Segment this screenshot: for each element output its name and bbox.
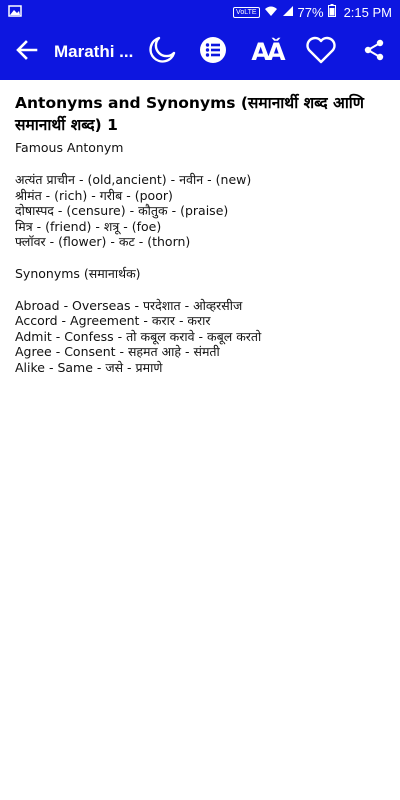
antonyms-title: Famous Antonym: [15, 140, 124, 155]
list-button[interactable]: [186, 24, 240, 80]
app-toolbar: [0, 24, 400, 80]
list-item: Alike - Same - जसे - प्रमाणे: [15, 359, 163, 375]
list-item: अत्यंत प्राचीन - (old,ancient) - नवीन - (new): [15, 172, 252, 187]
back-button[interactable]: [0, 24, 54, 80]
list-item: मित्र - (friend) - शत्रू - (foe): [15, 218, 162, 234]
article-heading: Antonyms and Synonyms (समानार्थी शब्द आणि समानार्थी शब्द) 1: [15, 94, 365, 134]
favorite-icon: [305, 36, 337, 68]
volte-indicator: VoLTE: [233, 7, 260, 18]
list-item: Abroad - Overseas - परदेशात - ओव्हरसीज: [15, 297, 243, 313]
night-mode-button[interactable]: [138, 24, 186, 80]
list-item: Accord - Agreement - करार - करार: [15, 313, 211, 328]
battery-icon: [328, 4, 336, 20]
list-item: Agree - Consent - सहमत आहे - संमती: [15, 344, 220, 359]
signal-icon: [282, 5, 294, 20]
status-bar: [0, 0, 400, 24]
synonyms-title: Synonyms (समानार्थक): [15, 265, 141, 281]
gallery-notification-icon: [8, 5, 22, 20]
share-icon: [362, 38, 386, 66]
article-content: [15, 92, 390, 375]
font-size-button[interactable]: [240, 24, 294, 80]
list-item: दोषास्पद - (censure) - कौतुक - (praise): [15, 203, 229, 218]
synonyms-list: [15, 298, 390, 376]
font-size-icon: AǍ: [251, 38, 283, 66]
battery-percent: 77%: [297, 4, 324, 20]
favorite-button[interactable]: [294, 24, 348, 80]
share-button[interactable]: [348, 24, 400, 80]
wifi-icon: [264, 5, 278, 20]
list-icon: [198, 35, 228, 69]
antonyms-list: [15, 172, 390, 250]
night-mode-icon: [147, 35, 177, 69]
status-time: 2:15 PM: [343, 4, 392, 20]
list-item: Admit - Confess - तो कबूल करावे - कबूल करतो: [15, 328, 262, 344]
list-item: श्रीमंत - (rich) - गरीब - (poor): [15, 187, 173, 203]
app-title: Marathi ...: [54, 42, 134, 61]
list-item: फ्लॉवर - (flower) - कट - (thorn): [15, 234, 191, 249]
back-arrow-icon: [16, 40, 38, 64]
